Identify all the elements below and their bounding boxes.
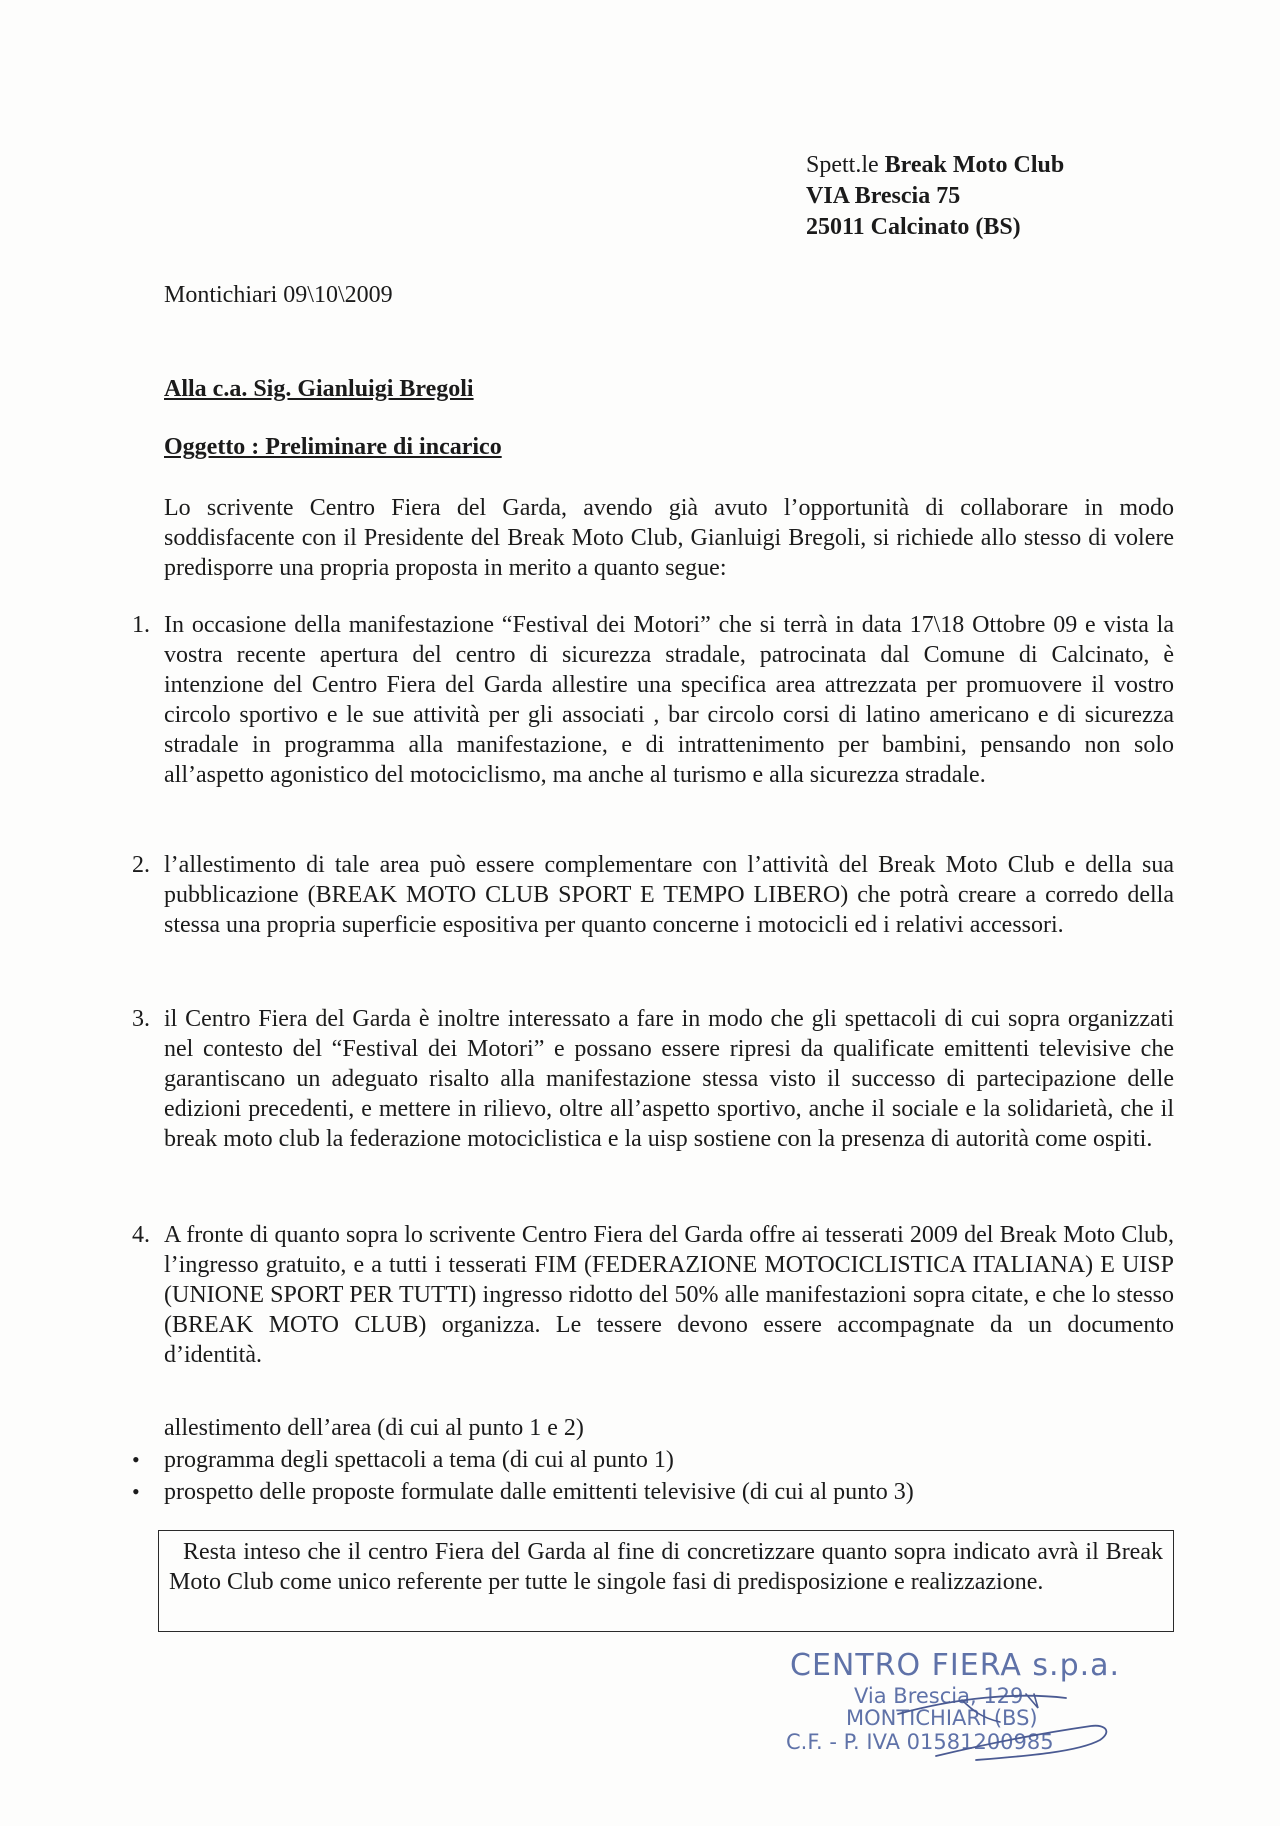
bullet-icon: • [132, 1479, 140, 1504]
note-text: Resta inteso che il centro Fiera del Garda al fine di concretizzare quanto sopra indicato avrà il Break Moto Club come unico referente per tutte le singole fasi di predisposizione e realizzazione. [169, 1539, 1163, 1595]
stamp-company-name: CENTRO FIERA s.p.a. [790, 1648, 1121, 1683]
item-text: A fronte di quanto sopra lo scrivente Centro Fiera del Garda offre ai tesserati 2009 del Break Moto Club, l’ingresso gratuito, e a tutti i tesserati FIM (FEDERAZIONE MOTOCICLISTICA ITALIANA) E UISP (UNIONE SPORT PER TUTTI) ingresso ridotto del 50% alle manifestazioni sopra citate, e che lo stesso (BREAK MOTO CLUB) organizza. Le tessere devono essere accompagnate da un documento d’identità. [164, 1222, 1174, 1368]
recipient-street: VIA Brescia 75 [806, 183, 961, 209]
list-item-text: allestimento dell’area (di cui al punto 1 e 2) [164, 1415, 584, 1441]
note-box [158, 1530, 1174, 1632]
recipient-city: 25011 Calcinato (BS) [806, 214, 1021, 240]
deliverables-list [132, 1412, 914, 1508]
item-number: 4. [132, 1222, 150, 1248]
item-text: l’allestimento di tale area può essere complementare con l’attività del Break Moto Club e della sua pubblicazione (BREAK MOTO CLUB SPORT E TEMPO LIBERO) che potrà creare a corredo della stessa una propria superficie espositiva per quanto concerne i motocicli ed i relativi accessori. [164, 852, 1174, 938]
list-item [132, 1476, 914, 1508]
item-text: il Centro Fiera del Garda è inoltre interessato a fare in modo che gli spettacoli di cui sopra organizzati nel contesto del “Festival dei Motori” e possano essere ripresi da qualificate emittenti televisive che garantiscano un adeguato risalto alla manifestazione stessa visto il successo di partecipazione delle edizioni precedenti, e mettere in rilievo, oltre all’aspetto sportivo, anche il sociale e la solidarietà, che il break moto club la federazione motociclistica e la uisp sostiene con la presenza di autorità come ospiti. [164, 1006, 1174, 1152]
list-item-text: prospetto delle proposte formulate dalle emittenti televisive (di cui al punto 3) [164, 1479, 914, 1505]
recipient-name: Break Moto Club [884, 152, 1065, 178]
numbered-item-1 [132, 610, 1174, 790]
item-number: 2. [132, 852, 150, 878]
stamp-city: MONTICHIARI (BS) [846, 1706, 1038, 1730]
numbered-item-4 [132, 1220, 1174, 1370]
recipient-prefix: Spett.le [806, 152, 885, 178]
letter-date: Montichiari 09\10\2009 [164, 282, 393, 308]
item-text: In occasione della manifestazione “Festival dei Motori” che si terrà in data 17\18 Ottobre 09 e vista la vostra recente apertura del centro di sicurezza stradale, patrocinata dal Comune di Calcinato, è intenzione del Centro Fiera del Garda allestire una specifica area attrezzata per promuovere il vostro circolo sportivo e le sue attività per gli associati , bar circolo corsi di latino americano e di sicurezza stradale in programma alla manifestazione, e di intrattenimento per bambini, pensando non solo all’aspetto agonistico del motociclismo, ma anche al turismo e alla sicurezza stradale. [164, 612, 1174, 788]
signature-scribble [786, 1648, 1146, 1768]
recipient-line-name [806, 150, 1064, 181]
list-item [164, 1412, 914, 1444]
list-item-text: programma degli spettacoli a tema (di cui al punto 1) [164, 1447, 674, 1473]
subject-line: Oggetto : Preliminare di incarico [164, 434, 502, 460]
company-stamp [786, 1648, 1146, 1768]
stamp-vat: C.F. - P. IVA 01581200985 [786, 1730, 1054, 1754]
numbered-item-2 [132, 850, 1174, 940]
numbered-item-3 [132, 1004, 1174, 1154]
recipient-address [806, 150, 1064, 243]
bullet-icon: • [132, 1447, 140, 1472]
list-item [132, 1444, 914, 1476]
stamp-street: Via Brescia, 129 [854, 1684, 1024, 1708]
item-number: 1. [132, 612, 150, 638]
item-number: 3. [132, 1006, 150, 1032]
intro-paragraph: Lo scrivente Centro Fiera del Garda, avendo già avuto l’opportunità di collaborare in modo soddisfacente con il Presidente del Break Moto Club, Gianluigi Bregoli, si richiede allo stesso di volere predisporre una propria proposta in merito a quanto segue: [164, 495, 1174, 581]
attention-line: Alla c.a. Sig. Gianluigi Bregoli [164, 376, 474, 402]
